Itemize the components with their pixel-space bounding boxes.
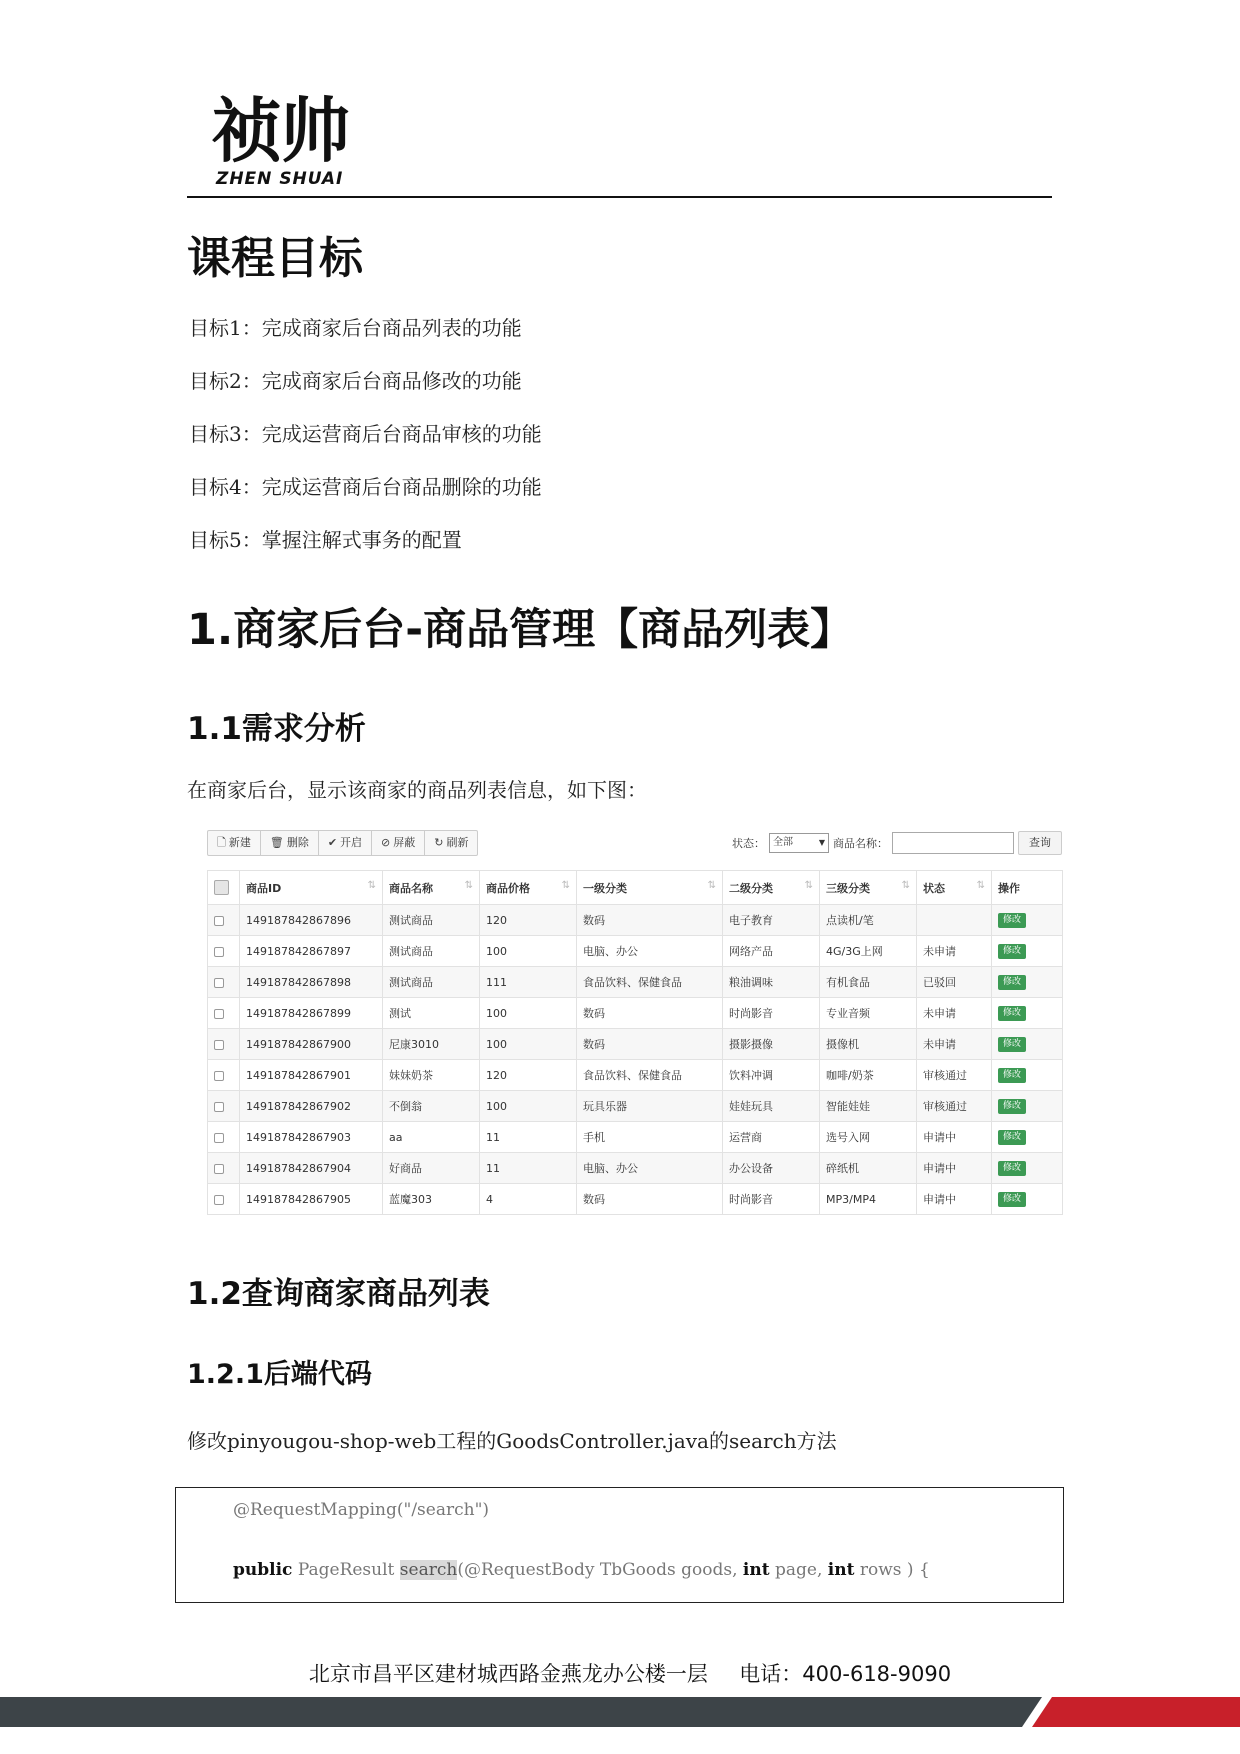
section-1-heading: 1.商家后台-商品管理【商品列表】 xyxy=(187,605,854,655)
table-cell: 碎纸机 xyxy=(820,1153,917,1184)
table-cell: 办公设备 xyxy=(723,1153,820,1184)
table-row xyxy=(208,1091,1063,1122)
code-params: (@RequestBody TbGoods goods, xyxy=(457,1560,738,1580)
chevron-down-icon: ▼ xyxy=(818,838,825,847)
table-cell: 测试商品 xyxy=(383,905,480,936)
refresh-icon: ↻ xyxy=(434,836,444,849)
table-cell: 100 xyxy=(480,936,577,967)
checkbox-box xyxy=(214,1133,224,1143)
table-row xyxy=(208,905,1063,936)
table-cell: 测试 xyxy=(383,998,480,1029)
table-cell: 不倒翁 xyxy=(383,1091,480,1122)
code-keyword: public xyxy=(233,1560,293,1580)
table-cell: 120 xyxy=(480,1060,577,1091)
checkbox-box xyxy=(214,1009,224,1019)
table-cell: 149187842867897 xyxy=(240,936,383,967)
table-cell: 149187842867901 xyxy=(240,1060,383,1091)
table-cell: 149187842867905 xyxy=(240,1184,383,1215)
column-label: 一级分类 xyxy=(583,881,627,895)
code-line-1: @RequestMapping("/search") xyxy=(233,1500,490,1520)
column-label: 商品价格 xyxy=(486,881,530,895)
column-header xyxy=(992,871,1063,905)
trash-icon: 🗑 xyxy=(269,836,284,849)
goods-name-input[interactable] xyxy=(892,832,1014,854)
goods-table xyxy=(207,870,1063,1215)
table-cell: 数码 xyxy=(577,998,723,1029)
select-all-checkbox[interactable] xyxy=(208,871,240,905)
table-cell: 111 xyxy=(480,967,577,998)
column-header[interactable] xyxy=(383,871,480,905)
goal-item: 目标2：完成商家后台商品修改的功能 xyxy=(189,369,522,393)
table-cell: 申请中 xyxy=(917,1184,992,1215)
table-cell: 时尚影音 xyxy=(723,1184,820,1215)
table-cell: 测试商品 xyxy=(383,936,480,967)
row-checkbox[interactable] xyxy=(208,1153,240,1184)
refresh-button[interactable] xyxy=(425,831,477,855)
action-cell xyxy=(992,1060,1063,1091)
table-cell: 4 xyxy=(480,1184,577,1215)
edit-button[interactable]: 修改 xyxy=(998,1037,1026,1052)
delete-button[interactable] xyxy=(261,831,319,855)
row-checkbox[interactable] xyxy=(208,1122,240,1153)
column-header[interactable] xyxy=(480,871,577,905)
action-cell xyxy=(992,1091,1063,1122)
section-1-1-heading: 1.1需求分析 xyxy=(187,711,366,747)
table-cell: 电脑、办公 xyxy=(577,1153,723,1184)
enable-button-label: 开启 xyxy=(340,836,363,849)
edit-button[interactable]: 修改 xyxy=(998,1130,1026,1145)
column-header[interactable] xyxy=(820,871,917,905)
goods-toolbar xyxy=(207,830,478,856)
table-cell: 娃娃玩具 xyxy=(723,1091,820,1122)
table-cell: 数码 xyxy=(577,905,723,936)
row-checkbox[interactable] xyxy=(208,1184,240,1215)
sort-icon: ⇅ xyxy=(464,880,473,891)
goal-item: 目标1：完成商家后台商品列表的功能 xyxy=(189,316,522,340)
table-cell: 选号入网 xyxy=(820,1122,917,1153)
table-cell: 100 xyxy=(480,998,577,1029)
table-cell xyxy=(917,905,992,936)
table-cell: 时尚影音 xyxy=(723,998,820,1029)
table-cell: 尼康3010 xyxy=(383,1029,480,1060)
column-header[interactable] xyxy=(240,871,383,905)
table-cell: 149187842867900 xyxy=(240,1029,383,1060)
table-row xyxy=(208,1122,1063,1153)
column-label: 状态 xyxy=(923,881,945,895)
checkbox-box xyxy=(214,1164,224,1174)
logo-chinese: 祯帅 xyxy=(212,90,348,172)
table-cell: 摄像机 xyxy=(820,1029,917,1060)
checkbox-box xyxy=(214,1195,224,1205)
status-select[interactable] xyxy=(769,833,829,853)
action-cell xyxy=(992,1122,1063,1153)
table-cell: 未申请 xyxy=(917,998,992,1029)
footer-address: 北京市昌平区建材城西路金燕龙办公楼一层 xyxy=(308,1662,708,1686)
table-cell: 100 xyxy=(480,1029,577,1060)
code-keyword: int xyxy=(742,1560,770,1580)
goal-item: 目标4：完成运营商后台商品删除的功能 xyxy=(189,475,542,499)
table-cell: 149187842867904 xyxy=(240,1153,383,1184)
query-button[interactable]: 查询 xyxy=(1018,831,1062,855)
sort-icon: ⇅ xyxy=(367,880,376,891)
table-cell: 食品饮料、保健食品 xyxy=(577,967,723,998)
refresh-button-label: 刷新 xyxy=(446,836,469,849)
table-cell: 点读机/笔 xyxy=(820,905,917,936)
table-row xyxy=(208,1060,1063,1091)
sort-icon: ⇅ xyxy=(561,880,570,891)
table-cell: 运营商 xyxy=(723,1122,820,1153)
table-cell: 摄影摄像 xyxy=(723,1029,820,1060)
table-cell: 149187842867902 xyxy=(240,1091,383,1122)
checkbox-box xyxy=(214,916,224,926)
table-cell: 粮油调味 xyxy=(723,967,820,998)
table-cell: 智能娃娃 xyxy=(820,1091,917,1122)
table-cell: 好商品 xyxy=(383,1153,480,1184)
table-cell: 审核通过 xyxy=(917,1091,992,1122)
edit-button[interactable]: 修改 xyxy=(998,1099,1026,1114)
action-cell xyxy=(992,998,1063,1029)
table-cell: 申请中 xyxy=(917,1122,992,1153)
checkbox-box xyxy=(214,947,224,957)
brand-logo xyxy=(212,90,362,190)
table-cell: 149187842867899 xyxy=(240,998,383,1029)
footer-phone: 电话：400-618-9090 xyxy=(739,1662,952,1686)
column-header[interactable] xyxy=(917,871,992,905)
goal-list xyxy=(189,315,542,580)
goal-item: 目标5：掌握注解式事务的配置 xyxy=(189,528,462,552)
block-button-label: 屏蔽 xyxy=(393,836,416,849)
code-keyword: int xyxy=(827,1560,855,1580)
table-cell: 已驳回 xyxy=(917,967,992,998)
table-cell: 11 xyxy=(480,1122,577,1153)
status-select-value: 全部 xyxy=(773,837,793,848)
checkbox-box xyxy=(214,1040,224,1050)
table-cell: 有机食品 xyxy=(820,967,917,998)
table-cell: 妹妹奶茶 xyxy=(383,1060,480,1091)
table-cell: 饮料冲调 xyxy=(723,1060,820,1091)
table-cell: 100 xyxy=(480,1091,577,1122)
sort-icon: ⇅ xyxy=(901,880,910,891)
column-label: 三级分类 xyxy=(826,881,870,895)
action-cell xyxy=(992,1184,1063,1215)
checkbox-box xyxy=(214,1071,224,1081)
column-label: 操作 xyxy=(998,881,1020,895)
edit-button[interactable]: 修改 xyxy=(998,1161,1026,1176)
row-checkbox[interactable] xyxy=(208,998,240,1029)
code-method-highlight: search xyxy=(399,1560,458,1580)
page-title: 课程目标 xyxy=(187,233,363,284)
edit-button[interactable]: 修改 xyxy=(998,1068,1026,1083)
table-cell: 149187842867896 xyxy=(240,905,383,936)
table-cell: 数码 xyxy=(577,1029,723,1060)
name-filter-label: 商品名称： xyxy=(833,837,888,850)
table-cell: 未申请 xyxy=(917,936,992,967)
table-cell: 数码 xyxy=(577,1184,723,1215)
delete-button-label: 删除 xyxy=(286,836,309,849)
code-tail: ) { xyxy=(906,1560,930,1580)
table-cell: 11 xyxy=(480,1153,577,1184)
sort-icon: ⇅ xyxy=(804,880,813,891)
table-cell: 手机 xyxy=(577,1122,723,1153)
filter-bar xyxy=(732,830,1062,856)
section-1-2-heading: 1.2查询商家商品列表 xyxy=(187,1276,490,1312)
checkbox-box xyxy=(214,978,224,988)
table-cell: 申请中 xyxy=(917,1153,992,1184)
table-cell: 蓝魔303 xyxy=(383,1184,480,1215)
edit-button[interactable]: 修改 xyxy=(998,913,1026,928)
table-cell: 专业音频 xyxy=(820,998,917,1029)
enable-button[interactable] xyxy=(319,831,372,855)
checkbox-box xyxy=(214,880,229,895)
sort-icon: ⇅ xyxy=(707,880,716,891)
action-cell xyxy=(992,905,1063,936)
footer-contact xyxy=(0,1658,1240,1688)
new-button[interactable] xyxy=(208,831,261,855)
column-header[interactable] xyxy=(577,871,723,905)
row-checkbox[interactable] xyxy=(208,905,240,936)
checkbox-box xyxy=(214,1102,224,1112)
table-cell: 149187842867898 xyxy=(240,967,383,998)
table-cell: MP3/MP4 xyxy=(820,1184,917,1215)
header-divider xyxy=(187,196,1052,198)
column-label: 商品名称 xyxy=(389,881,433,895)
check-icon: ✔ xyxy=(327,836,338,849)
table-row xyxy=(208,936,1063,967)
table-row xyxy=(208,998,1063,1029)
table-cell: 电子教育 xyxy=(723,905,820,936)
new-button-label: 新建 xyxy=(228,836,251,849)
table-cell: 网络产品 xyxy=(723,936,820,967)
row-checkbox[interactable] xyxy=(208,1060,240,1091)
code-param: page, xyxy=(775,1560,823,1580)
footer-bar-red xyxy=(1032,1697,1240,1727)
edit-button[interactable]: 修改 xyxy=(998,1192,1026,1207)
table-row xyxy=(208,1153,1063,1184)
footer-bar xyxy=(0,1697,1240,1754)
row-checkbox[interactable] xyxy=(208,936,240,967)
section-1-2-1-text: 修改pinyougou-shop-web工程的GoodsController.java的search方法 xyxy=(187,1429,837,1453)
file-icon: 🗋 xyxy=(217,836,226,849)
edit-button[interactable]: 修改 xyxy=(998,975,1026,990)
ban-icon: ⊘ xyxy=(381,836,391,849)
row-checkbox[interactable] xyxy=(208,1029,240,1060)
block-button[interactable] xyxy=(372,831,425,855)
status-filter-label: 状态： xyxy=(732,837,765,850)
column-label: 二级分类 xyxy=(729,881,773,895)
action-cell xyxy=(992,1029,1063,1060)
table-cell: 玩具乐器 xyxy=(577,1091,723,1122)
action-cell xyxy=(992,1153,1063,1184)
code-block xyxy=(175,1487,1064,1603)
edit-button[interactable]: 修改 xyxy=(998,944,1026,959)
table-row xyxy=(208,967,1063,998)
table-cell: 电脑、办公 xyxy=(577,936,723,967)
edit-button[interactable]: 修改 xyxy=(998,1006,1026,1021)
logo-english: ZHEN SHUAI xyxy=(216,169,344,189)
code-type: PageResult xyxy=(297,1560,395,1580)
column-label: 商品ID xyxy=(246,881,282,895)
table-cell: 测试商品 xyxy=(383,967,480,998)
table-cell: 149187842867903 xyxy=(240,1122,383,1153)
table-cell: 食品饮料、保健食品 xyxy=(577,1060,723,1091)
row-checkbox[interactable] xyxy=(208,967,240,998)
row-checkbox[interactable] xyxy=(208,1091,240,1122)
table-body xyxy=(208,905,1063,1215)
action-cell xyxy=(992,936,1063,967)
goods-list-screenshot xyxy=(207,826,1062,1218)
goal-item: 目标3：完成运营商后台商品审核的功能 xyxy=(189,422,542,446)
column-header[interactable] xyxy=(723,871,820,905)
footer-bar-dark xyxy=(0,1697,1042,1727)
action-cell xyxy=(992,967,1063,998)
table-header-row xyxy=(208,871,1063,905)
code-param: rows xyxy=(859,1560,902,1580)
code-line-2 xyxy=(233,1560,930,1580)
table-cell: 4G/3G上网 xyxy=(820,936,917,967)
table-row xyxy=(208,1029,1063,1060)
table-row xyxy=(208,1184,1063,1215)
section-1-2-1-heading: 1.2.1后端代码 xyxy=(187,1359,372,1390)
table-cell: 咖啡/奶茶 xyxy=(820,1060,917,1091)
sort-icon: ⇅ xyxy=(976,880,985,891)
section-1-1-text: 在商家后台，显示该商家的商品列表信息，如下图： xyxy=(187,778,647,802)
table-cell: 120 xyxy=(480,905,577,936)
table-cell: 未申请 xyxy=(917,1029,992,1060)
table-cell: aa xyxy=(383,1122,480,1153)
table-cell: 审核通过 xyxy=(917,1060,992,1091)
